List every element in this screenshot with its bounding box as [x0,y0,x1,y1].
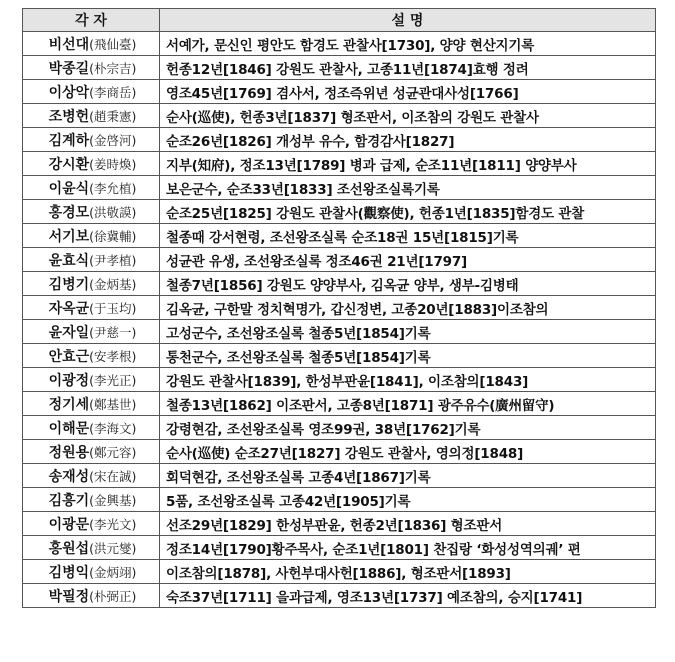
inscription-name-hanja: (金興基) [89,492,137,508]
inscription-description: 서예가, 문신인 평안도 함경도 관찰사[1730], 양양 현산지기록 [160,32,656,56]
inscription-name-cell [23,200,160,224]
column-header-name: 각 자 [23,9,160,32]
table-row [23,56,656,80]
inscription-name-cell [23,56,160,80]
inscription-name: 윤효식 [48,252,90,269]
inscription-name: 이해문 [48,420,90,437]
inscription-name: 홍경모 [48,204,90,221]
inscription-description: 헌종12년[1846] 강원도 관찰사, 고종11년[1874]효행 정려 [160,56,656,80]
table-row [23,200,656,224]
table-row [23,224,656,248]
inscription-name-cell [23,464,160,488]
inscription-name: 정기세 [48,396,90,413]
table-row [23,344,656,368]
inscription-description: 성균관 유생, 조선왕조실록 정조46권 21년[1797] [160,248,656,272]
inscription-name-cell [23,416,160,440]
inscription-name-hanja: (李光正) [89,372,137,388]
inscription-name-cell [23,512,160,536]
inscription-name: 이상악 [48,84,90,101]
inscription-description: 지부(知府), 정조13년[1789] 병과 급제, 순조11년[1811] 양양부사 [160,152,656,176]
inscription-name-cell [23,32,160,56]
inscription-name: 김병기 [48,276,90,293]
inscription-name-hanja: (尹慈一) [89,324,137,340]
inscription-name: 이광문 [48,516,90,533]
inscription-name-hanja: (趙秉憲) [89,108,137,124]
inscription-name: 박종길 [48,60,90,77]
inscription-name-hanja: (洪敬謨) [89,204,137,220]
inscription-name-hanja: (李光文) [89,516,137,532]
inscription-name-hanja: (金炳基) [89,276,137,292]
table-row [23,440,656,464]
inscription-name: 윤자일 [48,324,90,341]
table-row [23,392,656,416]
inscription-name-cell [23,440,160,464]
table-row [23,128,656,152]
table-row [23,512,656,536]
inscription-name: 조병헌 [48,108,90,125]
table-row [23,464,656,488]
inscription-name-cell [23,248,160,272]
table-row [23,176,656,200]
inscription-description: 김옥균, 구한말 정치혁명가, 갑신정변, 고종20년[1883]이조참의 [160,296,656,320]
inscription-name: 자옥균 [48,300,90,317]
table-row [23,104,656,128]
record-table-container [22,8,656,608]
inscription-description: 철종때 강서현령, 조선왕조실록 순조18권 15년[1815]기록 [160,224,656,248]
inscription-description: 순조25년[1825] 강원도 관찰사(觀察使), 헌종1년[1835]함경도 관찰 [160,200,656,224]
inscription-description: 통천군수, 조선왕조실록 철종5년[1854]기록 [160,344,656,368]
inscription-name-hanja: (鄭元容) [89,444,137,460]
inscription-description: 강원도 관찰사[1839], 한성부판윤[1841], 이조참의[1843] [160,368,656,392]
inscription-name-hanja: (洪元燮) [89,540,137,556]
inscription-name: 강시환 [48,156,90,173]
inscription-name-hanja: (鄭基世) [89,396,137,412]
inscription-name: 김계하 [48,132,90,149]
table-row [23,80,656,104]
table-header-row [23,9,656,32]
table-row [23,368,656,392]
inscription-name-cell [23,488,160,512]
inscription-name: 이윤식 [48,180,90,197]
inscription-name: 서기보 [48,228,90,245]
inscription-name-cell [23,344,160,368]
inscription-name-hanja: (李允植) [89,180,137,196]
table-row [23,248,656,272]
inscription-name-cell [23,536,160,560]
inscription-name-hanja: (金炳翊) [89,564,137,580]
inscription-name-cell [23,176,160,200]
inscription-description: 순사(巡使), 헌종3년[1837] 형조판서, 이조참의 강원도 관찰사 [160,104,656,128]
inscription-name-hanja: (尹孝植) [89,252,137,268]
inscription-name-cell [23,80,160,104]
table-row [23,584,656,608]
inscription-name: 홍원섭 [48,540,90,557]
table-row [23,320,656,344]
inscription-description: 순사(巡使) 순조27년[1827] 강원도 관찰사, 영의정[1848] [160,440,656,464]
inscription-description: 정조14년[1790]황주목사, 순조1년[1801] 찬집랑 ‘화성성역의궤’ 편 [160,536,656,560]
inscription-description: 순조26년[1826] 개성부 유수, 함경감사[1827] [160,128,656,152]
inscription-name-hanja: (朴宗吉) [89,60,137,76]
record-table [22,8,656,608]
inscription-name: 비선대 [48,36,90,53]
inscription-name-cell [23,584,160,608]
table-body [23,32,656,608]
inscription-description: 철종7년[1856] 강원도 양양부사, 김옥균 양부, 생부-김병태 [160,272,656,296]
inscription-name: 송재성 [48,468,90,485]
inscription-description: 숙조37년[1711] 을과급제, 영조13년[1737] 예조참의, 승지[1741] [160,584,656,608]
inscription-description: 영조45년[1769] 겸사서, 정조즉위년 성균관대사성[1766] [160,80,656,104]
inscription-name-cell [23,560,160,584]
inscription-description: 회덕현감, 조선왕조실록 고종4년[1867]기록 [160,464,656,488]
table-row [23,152,656,176]
inscription-name-cell [23,320,160,344]
inscription-description: 이조참의[1878], 사헌부대사헌[1886], 형조판서[1893] [160,560,656,584]
inscription-name: 박필정 [48,588,90,605]
inscription-name: 김흥기 [48,492,90,509]
table-row [23,536,656,560]
inscription-name-cell [23,224,160,248]
inscription-description: 강령현감, 조선왕조실록 영조99권, 38년[1762]기록 [160,416,656,440]
inscription-name-cell [23,272,160,296]
inscription-name: 정원용 [48,444,90,461]
inscription-description: 5품, 조선왕조실록 고종42년[1905]기록 [160,488,656,512]
inscription-name-cell [23,104,160,128]
inscription-name-hanja: (宋在誠) [89,468,137,484]
inscription-name-hanja: (金啓河) [89,132,137,148]
inscription-name-cell [23,368,160,392]
table-row [23,488,656,512]
table-row [23,416,656,440]
inscription-description: 고성군수, 조선왕조실록 철종5년[1854]기록 [160,320,656,344]
table-row [23,296,656,320]
inscription-name-cell [23,392,160,416]
inscription-description: 철종13년[1862] 이조판서, 고종8년[1871] 광주유수(廣州留守) [160,392,656,416]
inscription-name: 이광정 [48,372,90,389]
inscription-name-hanja: (于玉均) [89,300,137,316]
inscription-name: 김병익 [48,564,90,581]
inscription-name-hanja: (李商岳) [89,84,137,100]
inscription-name-hanja: (李海文) [89,420,137,436]
inscription-name-hanja: (飛仙臺) [89,36,137,52]
inscription-name-hanja: (朴弼正) [89,588,137,604]
column-header-description: 설 명 [160,9,656,32]
inscription-name-cell [23,128,160,152]
inscription-description: 선조29년[1829] 한성부판윤, 헌종2년[1836] 형조판서 [160,512,656,536]
inscription-name: 안효근 [48,348,90,365]
inscription-name-cell [23,152,160,176]
inscription-description: 보은군수, 순조33년[1833] 조선왕조실록기록 [160,176,656,200]
inscription-name-hanja: (姜時煥) [89,156,137,172]
table-row [23,272,656,296]
inscription-name-cell [23,296,160,320]
inscription-name-hanja: (徐冀輔) [89,228,137,244]
inscription-name-hanja: (安孝根) [89,348,137,364]
table-row [23,560,656,584]
table-row [23,32,656,56]
